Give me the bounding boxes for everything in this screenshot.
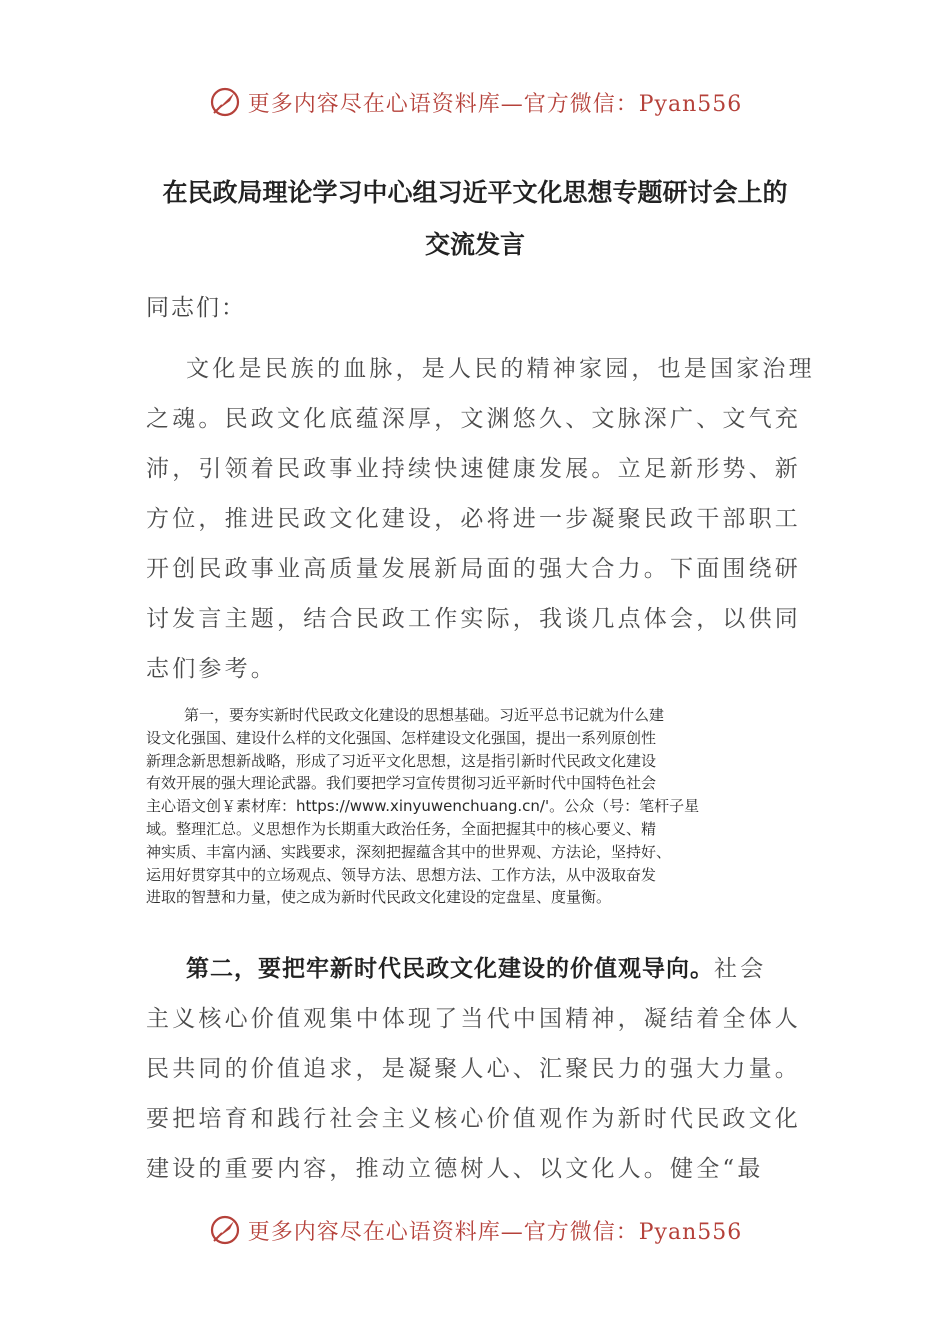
paragraph-line: 开创民政事业高质量发展新局面的强大合力。下面围绕研 [146,556,801,582]
paragraph-line: 运用好贯穿其中的立场观点、领导方法、思想方法、工作方法，从中汲取奋发 [146,865,657,884]
paragraph-line: 主义核心价值观集中体现了当代中国精神，凝结着全体人 [146,1006,801,1032]
paragraph-line: 建设的重要内容，推动立德树人、以文化人。健全“最 [146,1156,764,1182]
paragraph-line: 之魂。民政文化底蕴深厚，文渊悠久、文脉深广、文气充 [146,406,801,432]
paragraph-line: 文化是民族的血脉，是人民的精神家园，也是国家治理 [186,356,815,382]
paragraph-line: 设文化强国、建设什么样的文化强国、怎样建设文化强国，提出一系列原创性 [146,728,657,747]
paragraph-intro [146,344,815,694]
quill-logo-icon [208,85,242,119]
salutation: 同志们： [146,295,246,321]
section-heading: 第二，要把牢新时代民政文化建设的价值观导向。 [186,956,714,982]
paragraph-second-point [146,944,806,1194]
quill-logo-icon [208,1213,242,1247]
header-banner-text: 更多内容尽在心语资料库—官方微信：Pyan556 [247,91,743,117]
paragraph-line: 沛，引领着民政事业持续快速健康发展。立足新形势、新 [146,456,801,482]
paragraph-first-point [146,704,818,909]
paragraph-line-rest: 社会 [714,956,767,982]
paragraph-line: 新理念新思想新战略，形成了习近平文化思想，这是指引新时代民政文化建设 [146,751,657,770]
paragraph-line: 有效开展的强大理论武器。我们要把学习宣传贯彻习近平新时代中国特色社会 [146,774,657,793]
document-title-line-1: 在民政局理论学习中心组习近平文化思想专题研讨会上的 [162,178,788,207]
paragraph-line: 要把培育和践行社会主义核心价值观作为新时代民政文化 [146,1106,801,1132]
paragraph-line: 神实质、丰富内涵、实践要求，深刻把握蕴含其中的世界观、方法论，坚持好、 [146,842,672,861]
paragraph-line: 讨发言主题，结合民政工作实际，我谈几点体会，以供同 [146,606,801,632]
paragraph-line: 方位，推进民政文化建设，必将进一步凝聚民政干部职工 [146,506,801,532]
paragraph-line: 志们参考。 [146,656,277,682]
paragraph-line: 第一，要夯实新时代民政文化建设的思想基础。习近平总书记就为什么建 [184,706,665,724]
header-banner [0,80,950,124]
document-title-line-2: 交流发言 [424,230,525,259]
paragraph-line: 主心语文创￥素材库：https://www.xinyuwenchuang.cn/'。公众（号：笔杆子星 [146,797,700,816]
paragraph-line: 域。整理汇总。义思想作为长期重大政治任务，全面把握其中的核心要义、精 [146,819,657,838]
paragraph-line [146,944,806,994]
footer-banner [0,1208,950,1252]
paragraph-line: 进取的智慧和力量，使之成为新时代民政文化建设的定盘星、度量衡。 [146,888,612,907]
footer-banner-text: 更多内容尽在心语资料库—官方微信：Pyan556 [247,1219,743,1245]
paragraph-line: 民共同的价值追求，是凝聚人心、汇聚民力的强大力量。 [146,1056,801,1082]
